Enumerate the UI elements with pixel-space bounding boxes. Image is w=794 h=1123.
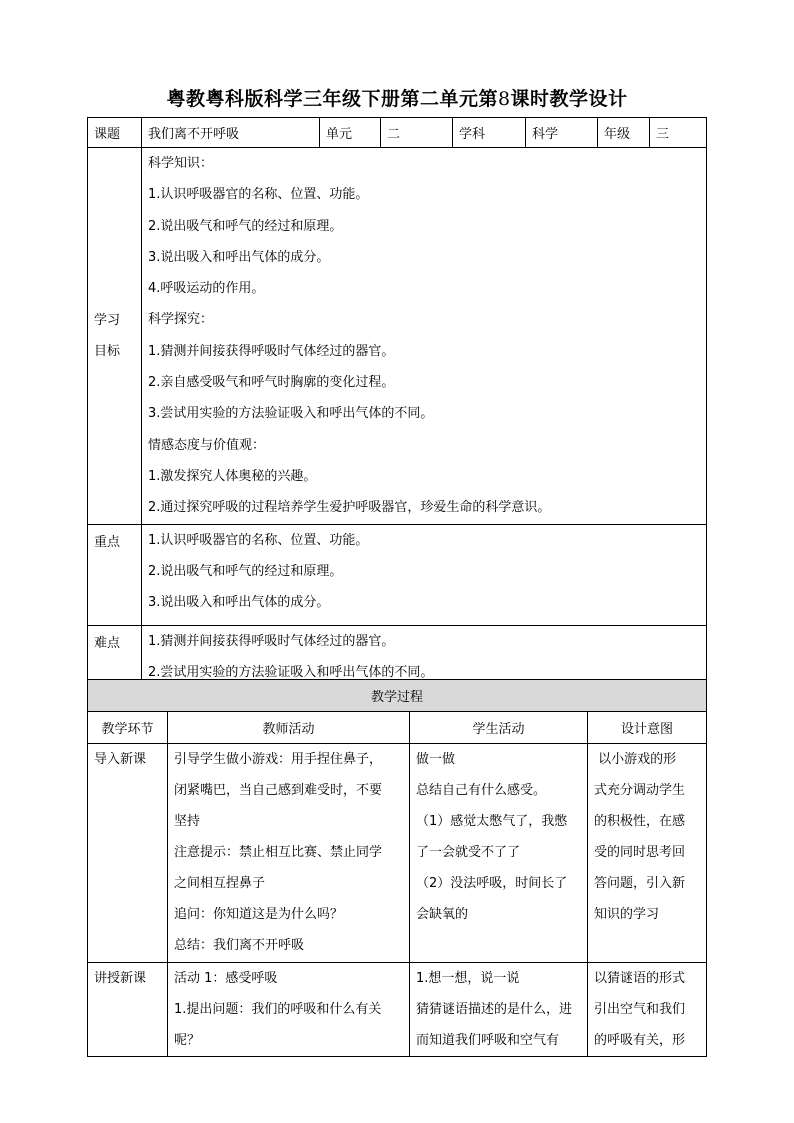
key-points-label: 重点 — [88, 524, 142, 625]
teaching-process-table — [87, 679, 707, 1057]
objectives-row — [88, 148, 707, 525]
unit-label: 单元 — [320, 118, 381, 148]
objective-line: 3.尝试用实验的方法验证吸入和呼出气体的不同。 — [148, 406, 434, 422]
objective-line: 1.猜测并间接获得呼吸时气体经过的器官。 — [148, 343, 395, 359]
objective-line: 科学知识： — [148, 156, 214, 171]
process-row-lecture — [88, 963, 707, 1057]
grade-label: 年级 — [598, 118, 650, 148]
objective-line: 1.认识呼吸器官的名称、位置、功能。 — [148, 187, 369, 203]
topic-value: 我们离不开呼吸 — [142, 118, 320, 148]
student-activity-cell: 1.想一想，说一说 猜猜谜语描述的是什么，进 而知道我们呼吸和空气有 — [410, 963, 588, 1057]
grade-value: 三 — [650, 118, 707, 148]
objective-line: 情感态度与价值观： — [148, 437, 266, 453]
teacher-activity-cell: 活动 1：感受呼吸 1.提出问题：我们的呼吸和什么有关 呢？ — [168, 963, 410, 1057]
process-row-intro — [88, 744, 707, 963]
objectives-content — [142, 148, 707, 525]
objective-line: 4.呼吸运动的作用。 — [148, 281, 265, 297]
key-point-line: 1.认识呼吸器官的名称、位置、功能。 — [148, 532, 369, 548]
page-title: 粤教粤科版科学三年级下册第二单元第8课时教学设计 — [166, 88, 628, 110]
objective-line: 2.亲自感受吸气和呼气时胸廓的变化过程。 — [148, 375, 395, 391]
process-column-headers — [88, 712, 707, 744]
objective-line: 3.说出吸入和呼出气体的成分。 — [148, 249, 330, 265]
subject-value: 科学 — [526, 118, 598, 148]
stage-cell: 导入新课 — [88, 744, 168, 963]
objective-line: 1.激发探究人体奥秘的兴趣。 — [148, 468, 317, 484]
design-intent-cell: 以小游戏的形 式充分调动学生 的积极性，在感 受的同时思考回 答问题，引入新 知识的学习 — [588, 744, 707, 963]
difficulty-line: 2.尝试用实验的方法验证吸入和呼出气体的不同。 — [148, 664, 434, 680]
design-intent-cell: 以猜谜语的形式 引出空气和我们 的呼吸有关，形 — [588, 963, 707, 1057]
unit-value: 二 — [381, 118, 453, 148]
info-row — [88, 118, 707, 148]
stage-cell: 讲授新课 — [88, 963, 168, 1057]
column-header-intent: 设计意图 — [588, 712, 707, 744]
key-points-row — [88, 524, 707, 625]
column-header-stage: 教学环节 — [88, 712, 168, 744]
objective-line: 科学探究： — [148, 312, 214, 328]
key-point-line: 2.说出吸气和呼气的经过和原理。 — [148, 563, 343, 579]
difficulties-label: 难点 — [88, 625, 142, 694]
key-points-content — [142, 524, 707, 625]
process-heading: 教学过程 — [88, 680, 707, 712]
column-header-teacher: 教师活动 — [168, 712, 410, 744]
teacher-activity-cell: 引导学生做小游戏：用手捏住鼻子， 闭紧嘴巴，当自己感到难受时，不要 坚持 注意提示：禁止相互比赛、禁止同学 之间相互捏鼻子 追问：你知道这是为什么吗？ 总结：我们离不开呼吸 — [168, 744, 410, 963]
objective-line: 2.说出吸气和呼气的经过和原理。 — [148, 218, 343, 234]
subject-label: 学科 — [453, 118, 526, 148]
key-point-line: 3.说出吸入和呼出气体的成分。 — [148, 595, 330, 611]
difficulty-line: 1.猜测并间接获得呼吸时气体经过的器官。 — [148, 633, 395, 649]
objectives-label: 学习 目标 — [88, 148, 142, 525]
student-activity-cell: 做一做 总结自己有什么感受。 （1）感觉太憋气了，我憋 了一会就受不了了 （2）没法呼吸，时间长了 会缺氧的 — [410, 744, 588, 963]
objective-line: 2.通过探究呼吸的过程培养学生爱护呼吸器官，珍爱生命的科学意识。 — [148, 500, 551, 516]
column-header-student: 学生活动 — [410, 712, 588, 744]
lesson-info-table — [87, 117, 707, 695]
topic-label: 课题 — [88, 118, 142, 148]
